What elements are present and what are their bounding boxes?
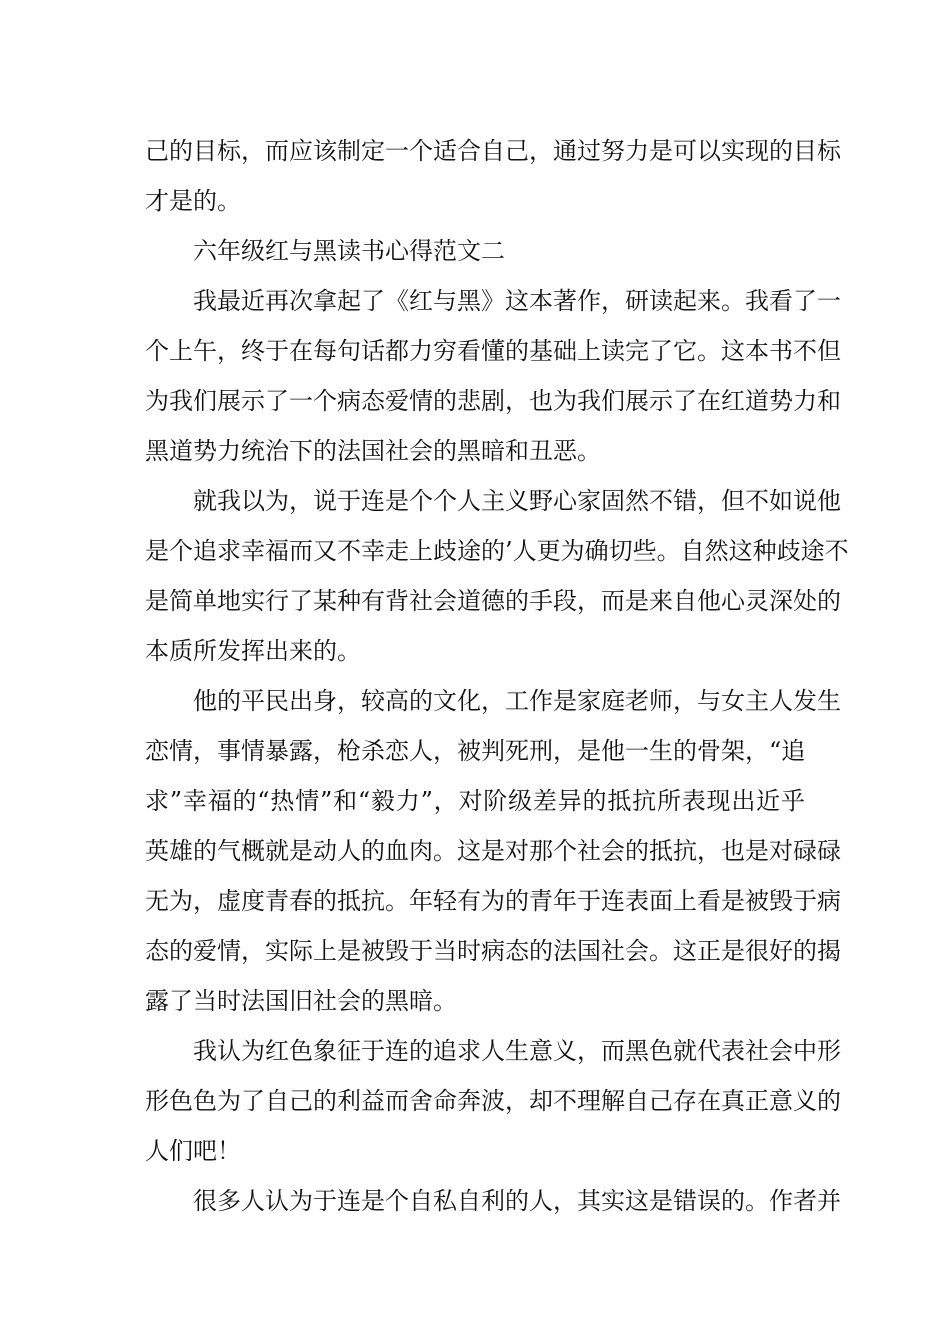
- paragraph-line: 我最近再次拿起了《红与黑》这本著作，研读起来。我看了一: [193, 287, 841, 315]
- paragraph-line: 就我以为，说于连是个个人主义野心家固然不错，但不如说他: [193, 487, 841, 515]
- paragraph-line: 很多人认为于连是个自私自利的人，其实这是错误的。作者并: [193, 1187, 841, 1215]
- paragraph-line: 是简单地实行了某种有背社会道德的手段，而是来自他心灵深处的: [145, 587, 841, 615]
- paragraph-line: 黑道势力统治下的法国社会的黑暗和丑恶。: [145, 437, 601, 465]
- paragraph-line: 本质所发挥出来的。: [145, 637, 361, 665]
- paragraph-line: 态的爱情，实际上是被毁于当时病态的法国社会。这正是很好的揭: [145, 937, 841, 965]
- paragraph-line: 才是的。: [145, 187, 241, 215]
- paragraph-line: 恋情，事情暴露，枪杀恋人，被判死刑，是他一生的骨架，“追: [145, 737, 806, 765]
- paragraph-line: 己的目标，而应该制定一个适合自己，通过努力是可以实现的目标: [145, 137, 841, 165]
- section-heading: 六年级红与黑读书心得范文二: [193, 237, 505, 265]
- paragraph-line: 形色色为了自己的利益而舍命奔波，却不理解自己存在真正意义的: [145, 1087, 841, 1115]
- paragraph-line: 求”幸福的“热情”和“毅力”，对阶级差异的抵抗所表现出近乎: [145, 787, 805, 815]
- paragraph-line: 无为，虚度青春的抵抗。年轻有为的青年于连表面上看是被毁于病: [145, 887, 841, 915]
- paragraph-line: 是个追求幸福而又不幸走上歧途的’人更为确切些。自然这种歧途不: [145, 537, 849, 565]
- paragraph-line: 我认为红色象征于连的追求人生意义，而黑色就代表社会中形: [193, 1037, 841, 1065]
- paragraph-line: 露了当时法国旧社会的黑暗。: [145, 987, 457, 1015]
- paragraph-line: 他的平民出身，较高的文化，工作是家庭老师，与女主人发生: [193, 687, 841, 715]
- paragraph-line: 人们吧！: [145, 1137, 241, 1165]
- paragraph-line: 英雄的气概就是动人的血肉。这是对那个社会的抵抗，也是对碌碌: [145, 837, 841, 865]
- paragraph-line: 为我们展示了一个病态爱情的悲剧，也为我们展示了在红道势力和: [145, 387, 841, 415]
- paragraph-line: 个上午，终于在每句话都力穷看懂的基础上读完了它。这本书不但: [145, 337, 841, 365]
